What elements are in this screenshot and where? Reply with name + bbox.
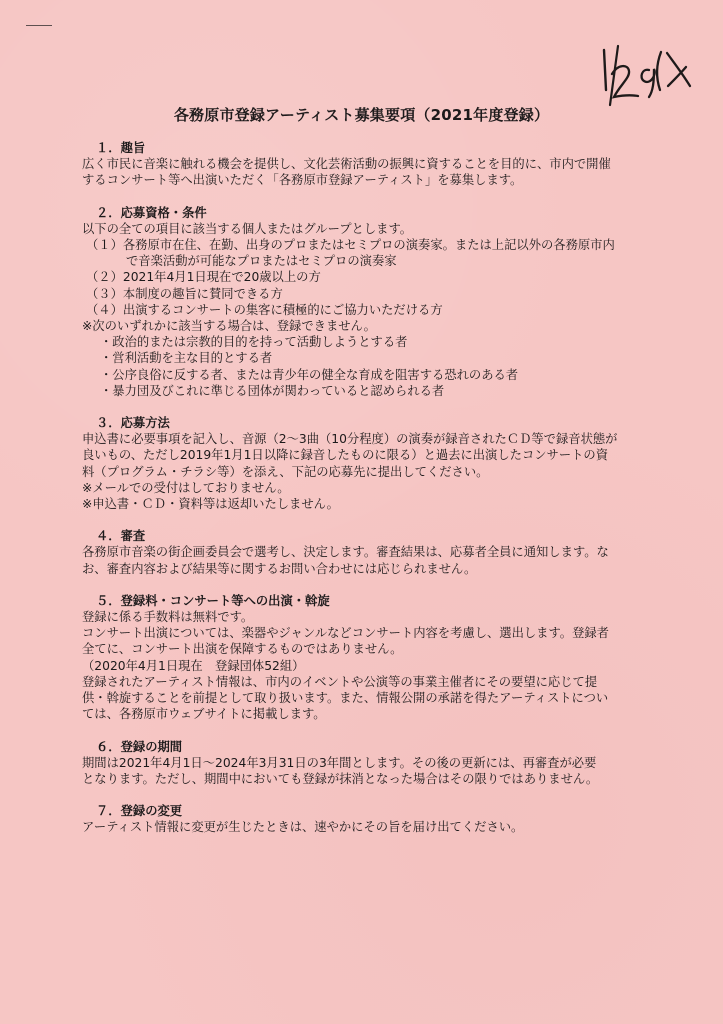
paragraph-line: 供・斡旋することを前提として取り扱います。また、情報公開の承諾を得たアーティストについ — [82, 691, 609, 706]
section-application — [82, 415, 682, 512]
section-heading: ３．応募方法 — [96, 416, 170, 431]
section-heading: ５．登録料・コンサート等への出演・斡旋 — [96, 593, 330, 608]
section-heading: ２．応募資格・条件 — [96, 205, 207, 220]
list-item: （４）出演するコンサートの集客に積極的にご協力いただける方 — [86, 302, 443, 317]
bullet-item: ・営利活動を主な目的とする者 — [100, 351, 273, 366]
section-heading: ４．審査 — [96, 529, 146, 544]
bullet-item: ・暴力団及びこれに準じる団体が関わっていると認められる者 — [100, 383, 445, 398]
section-registration-period — [82, 739, 682, 788]
paragraph-line: アーティスト情報に変更が生じたときは、速やかにその旨を届け出てください。 — [82, 820, 524, 835]
paragraph-line: 登録に係る手数料は無料です。 — [82, 610, 254, 625]
paragraph-line: 全てに、コンサート出演を保障するものではありません。 — [82, 642, 403, 657]
paragraph-line: 広く市民に音楽に触れる機会を提供し、文化芸術活動の振興に資することを目的に、市内で開催 — [82, 157, 611, 172]
section-purpose — [82, 140, 682, 189]
section-heading: ６．登録の期間 — [96, 739, 183, 754]
list-item: （１）各務原市在住、在勤、出身のプロまたはセミプロの演奏家。または上記以外の各務原市内 — [86, 238, 615, 253]
section-eligibility — [82, 205, 682, 399]
paragraph-line: 料（プログラム・チラシ等）を添え、下記の応募先に提出してください。 — [82, 464, 489, 479]
bullet-item: ・公序良俗に反する者、または青少年の健全な育成を阻害する恐れのある者 — [100, 367, 519, 382]
paragraph-line: 登録されたアーティスト情報は、市内のイベントや公演等の事業主催者にその要望に応じて提 — [82, 674, 598, 689]
section-registration-change — [82, 803, 682, 835]
list-item: （２）2021年4月1日現在で20歳以上の方 — [86, 270, 321, 285]
corner-mark — [26, 25, 52, 26]
section-heading: １．趣旨 — [96, 141, 146, 155]
paragraph-line: 以下の全ての項目に該当する個人またはグループとします。 — [82, 221, 413, 236]
list-item-continuation: で音楽活動が可能なプロまたはセミプロの演奏家 — [126, 254, 397, 269]
document-title: 各務原市登録アーティスト募集要項（2021年度登録） — [173, 106, 550, 124]
note-line: ※メールでの受付はしておりません。 — [82, 480, 290, 495]
paragraph-line: （2020年4月1日現在 登録団体52組） — [82, 658, 305, 673]
paragraph-line: となります。ただし、期間中においても登録が抹消となった場合はその限りではありません。 — [82, 771, 599, 786]
paragraph-line: 申込書に必要事項を記入し、音源（2～3曲（10分程度）の演奏が録音されたＣＤ等で録音状態が — [82, 432, 618, 447]
note-line: ※申込書・ＣＤ・資料等は返却いたしません。 — [82, 497, 339, 512]
document-content — [82, 140, 682, 852]
paragraph-line: ては、各務原市ウェブサイトに掲載します。 — [82, 707, 326, 722]
paragraph-line: 期間は2021年4月1日～2024年3月31日の3年間とします。その後の更新には、再審査が必要 — [82, 755, 597, 770]
note-line: ※次のいずれかに該当する場合は、登録できません。 — [82, 319, 376, 334]
section-heading: ７．登録の変更 — [96, 804, 183, 819]
paragraph-line: 良いもの、ただし2019年1月1日以降に録音したものに限る）と過去に出演したコンサートの資 — [82, 448, 609, 463]
paragraph-line: するコンサート等へ出演いただく「各務原市登録アーティスト」を募集します。 — [82, 173, 523, 188]
bullet-item: ・政治的または宗教的目的を持って活動しようとする者 — [100, 335, 408, 350]
list-item: （３）本制度の趣旨に賛同できる方 — [86, 286, 283, 301]
paragraph-line: コンサート出演については、楽器やジャンルなどコンサート内容を考慮し、選出します。登録者 — [82, 626, 609, 641]
paragraph-line: 各務原市音楽の街企画委員会で選考し、決定します。審査結果は、応募者全員に通知します。な — [82, 545, 609, 560]
section-review — [82, 528, 682, 577]
paragraph-line: お、審査内容および結果等に関するお問い合わせには応じられません。 — [82, 561, 477, 576]
section-fees-performance — [82, 593, 682, 723]
